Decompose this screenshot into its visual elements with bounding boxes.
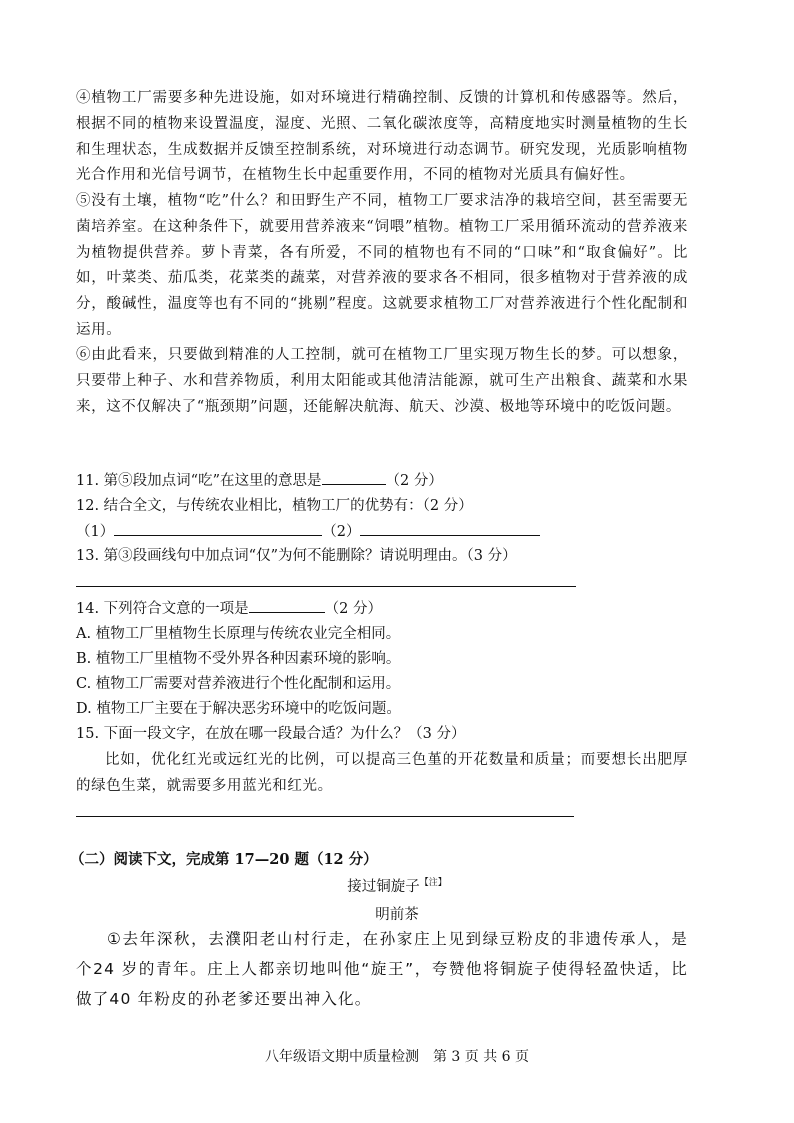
question-14-option-c: C. 植物工厂需要对营养液进行个性化配制和运用。 (76, 676, 401, 692)
question-14-option-d: D. 植物工厂主要在于解决恶劣环境中的吃饭问题。 (76, 701, 401, 717)
article-author: 明前茶 (375, 907, 419, 923)
question-14-text: 14. 下列符合文意的一项是 (76, 601, 249, 617)
question-12-answer-blank-2[interactable] (360, 521, 540, 536)
question-15-passage: 比如，优化红光或远红光的比例，可以提高三色堇的开花数量和质量；而要想长出肥厚的绿色生菜，就需要多用蓝光和红光。 (76, 752, 688, 794)
paragraph-4: ④植物工厂需要多种先进设施，如对环境进行精确控制、反馈的计算机和传感器等。然后，根据不同的植物来设置温度，湿度、光照、二氧化碳浓度等，高精度地实时测量植物的生长和生理状态，生成数据并反馈至控制系统，对环境进行动态调节。研究发现，光质影响植物光合作用和光信号调节，在植物生长中起重要作用，不同的植物对光质具有偏好性。 (76, 90, 688, 184)
question-15-answer-line[interactable] (76, 816, 574, 817)
question-12-label-2: （2） (322, 524, 361, 540)
question-15: 15. 下面一段文字，在放在哪一段最合适？为什么？（3 分） (76, 726, 466, 742)
question-11-score: （2 分） (385, 473, 443, 489)
question-14-score: （2 分） (324, 601, 383, 617)
article-title-text: 接过铜旋子 (347, 879, 420, 895)
question-12: 12. 结合全文，与传统农业相比，植物工厂的优势有：（2 分） (76, 498, 473, 514)
section-2-heading: （二）阅读下文，完成第 17—20 题（12 分） (70, 851, 378, 868)
paragraph-5: ⑤没有土壤，植物“吃”什么？和田野生产不同，植物工厂要求洁净的栽培空间，甚至需要无菌培养室。在这种条件下，就要用营养液来“饲喂”植物。植物工厂采用循环流动的营养液来为植物提供营养。萝卜青菜，各有所爱，不同的植物也有不同的“口味”和“取食偏好”。比如，叶菜类、茄瓜类，花菜类的蔬菜，对营养液的要求各不相同，很多植物对于营养液的成分，酸碱性，温度等也有不同的“挑剔”程度。这就要求植物工厂对营养液进行个性化配制和运用。 (76, 193, 688, 338)
question-12-answers (76, 521, 540, 542)
question-14-option-b: B. 植物工厂里植物不受外界各种因素环境的影响。 (76, 651, 401, 667)
question-12-answer-blank-1[interactable] (114, 521, 322, 536)
paragraph-6: ⑥由此看来，只要做到精准的人工控制，就可在植物工厂里实现万物生长的梦。可以想象，只要带上种子、水和营养物质，利用太阳能或其他清洁能源，就可生产出粮食、蔬菜和水果来，这不仅解决了“瓶颈期”问题，还能解决航海、航天、沙漠、极地等环境中的吃饭问题。 (76, 347, 688, 415)
article-title-note: 【注】 (419, 878, 447, 889)
question-11 (76, 470, 443, 491)
question-11-answer-blank[interactable] (322, 470, 386, 485)
question-14-answer-blank[interactable] (249, 598, 325, 613)
question-13-answer-line[interactable] (76, 586, 576, 587)
article-paragraph-1: ①去年深秋，去濮阳老山村行走，在孙家庄上见到绿豆粉皮的非遗传承人，是个24 岁的青年。庄上人都亲切地叫他“旋王”，夸赞他将铜旋子使得轻盈快适，比做了40 年粉皮的孙老爹还要出神入化。 (76, 930, 688, 1008)
page-footer: 八年级语文期中质量检测 第 3 页 共 6 页 (264, 1049, 530, 1065)
question-13: 13. 第③段画线句中加点词“仅”为何不能删除？请说明理由。（3 分） (76, 548, 517, 564)
question-11-text: 11. 第⑤段加点词“吃”在这里的意思是 (76, 473, 322, 489)
question-12-label-1: （1） (76, 524, 115, 540)
question-14 (76, 598, 382, 619)
article-title (0, 875, 794, 896)
question-14-option-a: A. 植物工厂里植物生长原理与传统农业完全相同。 (76, 626, 401, 642)
